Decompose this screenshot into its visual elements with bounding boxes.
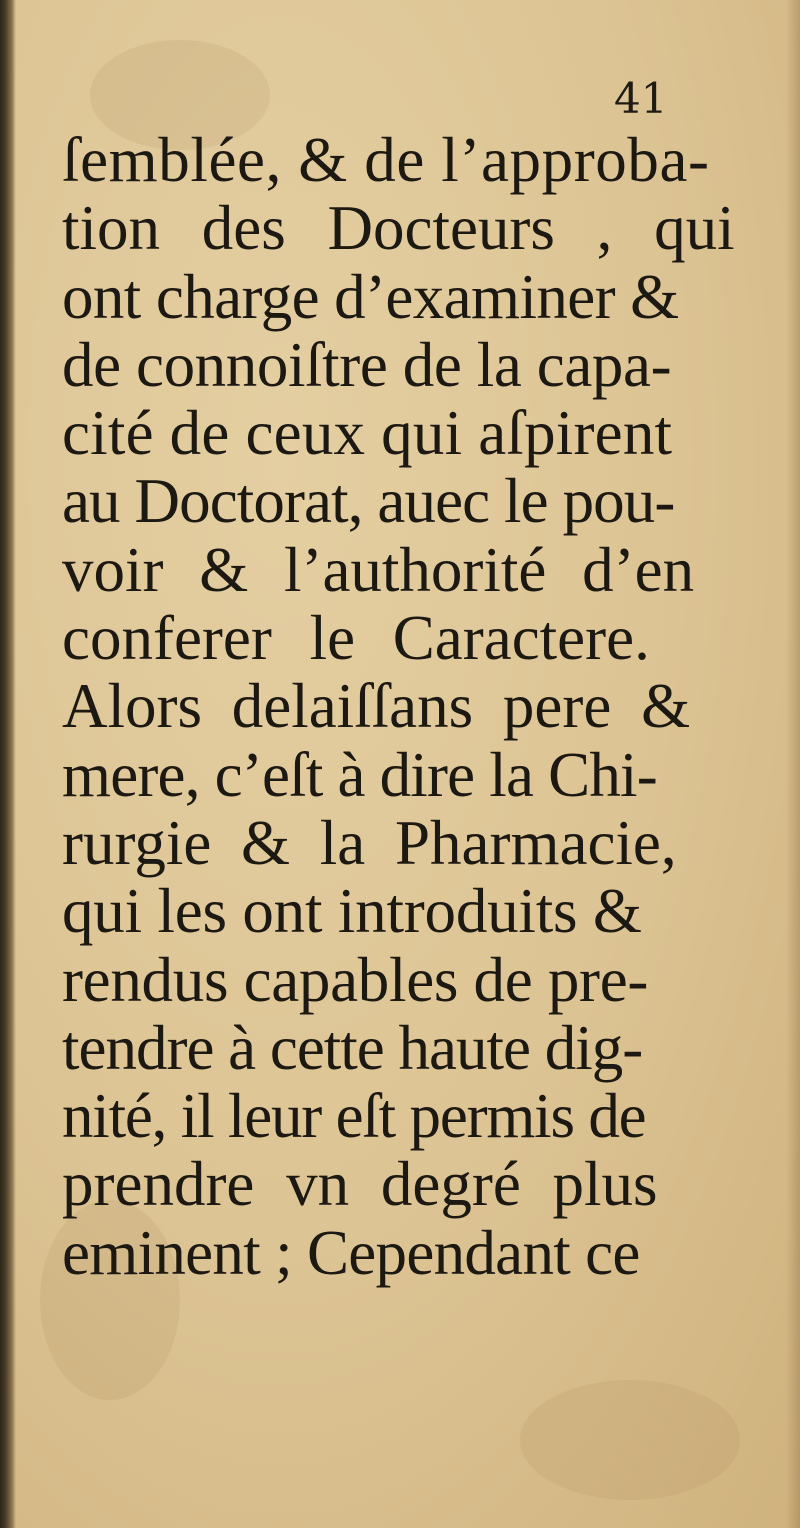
binding-gutter <box>0 0 16 1528</box>
text-line: qui les ont introduits & <box>62 876 642 947</box>
text-line: Alors delaiſſans pere & <box>62 671 691 742</box>
body-text <box>62 125 735 1288</box>
page-number: 41 <box>614 74 668 123</box>
text-line: ont charge d’examiner & <box>62 261 679 332</box>
text-line: rendus capables de pre- <box>62 944 649 1015</box>
text-line: de connoiſtre de la capa- <box>62 329 672 400</box>
paper-stain <box>520 1380 740 1500</box>
text-line: cité de ceux qui aſpirent <box>62 398 673 469</box>
text-line: conferer le Caractere. <box>62 603 650 674</box>
text-line: rurgie & la Pharmacie, <box>62 807 677 878</box>
text-line: voir & l’authorité d’en <box>62 534 695 605</box>
text-line: prendre vn degré plus <box>62 1149 658 1220</box>
text-line: mere, c’eſt à dire la Chi- <box>62 739 657 810</box>
text-line: eminent ; Cependant ce <box>62 1217 640 1288</box>
text-line: tendre à cette haute dig- <box>62 1012 643 1083</box>
text-line: nité, il leur eſt permis de <box>62 1081 646 1152</box>
page-edge-shadow <box>786 0 800 1528</box>
text-line: tion des Docteurs , qui <box>62 193 735 264</box>
text-line: au Doctorat, auec le pou- <box>62 466 675 537</box>
text-line: ſemblée, & de l’approba- <box>62 125 710 195</box>
